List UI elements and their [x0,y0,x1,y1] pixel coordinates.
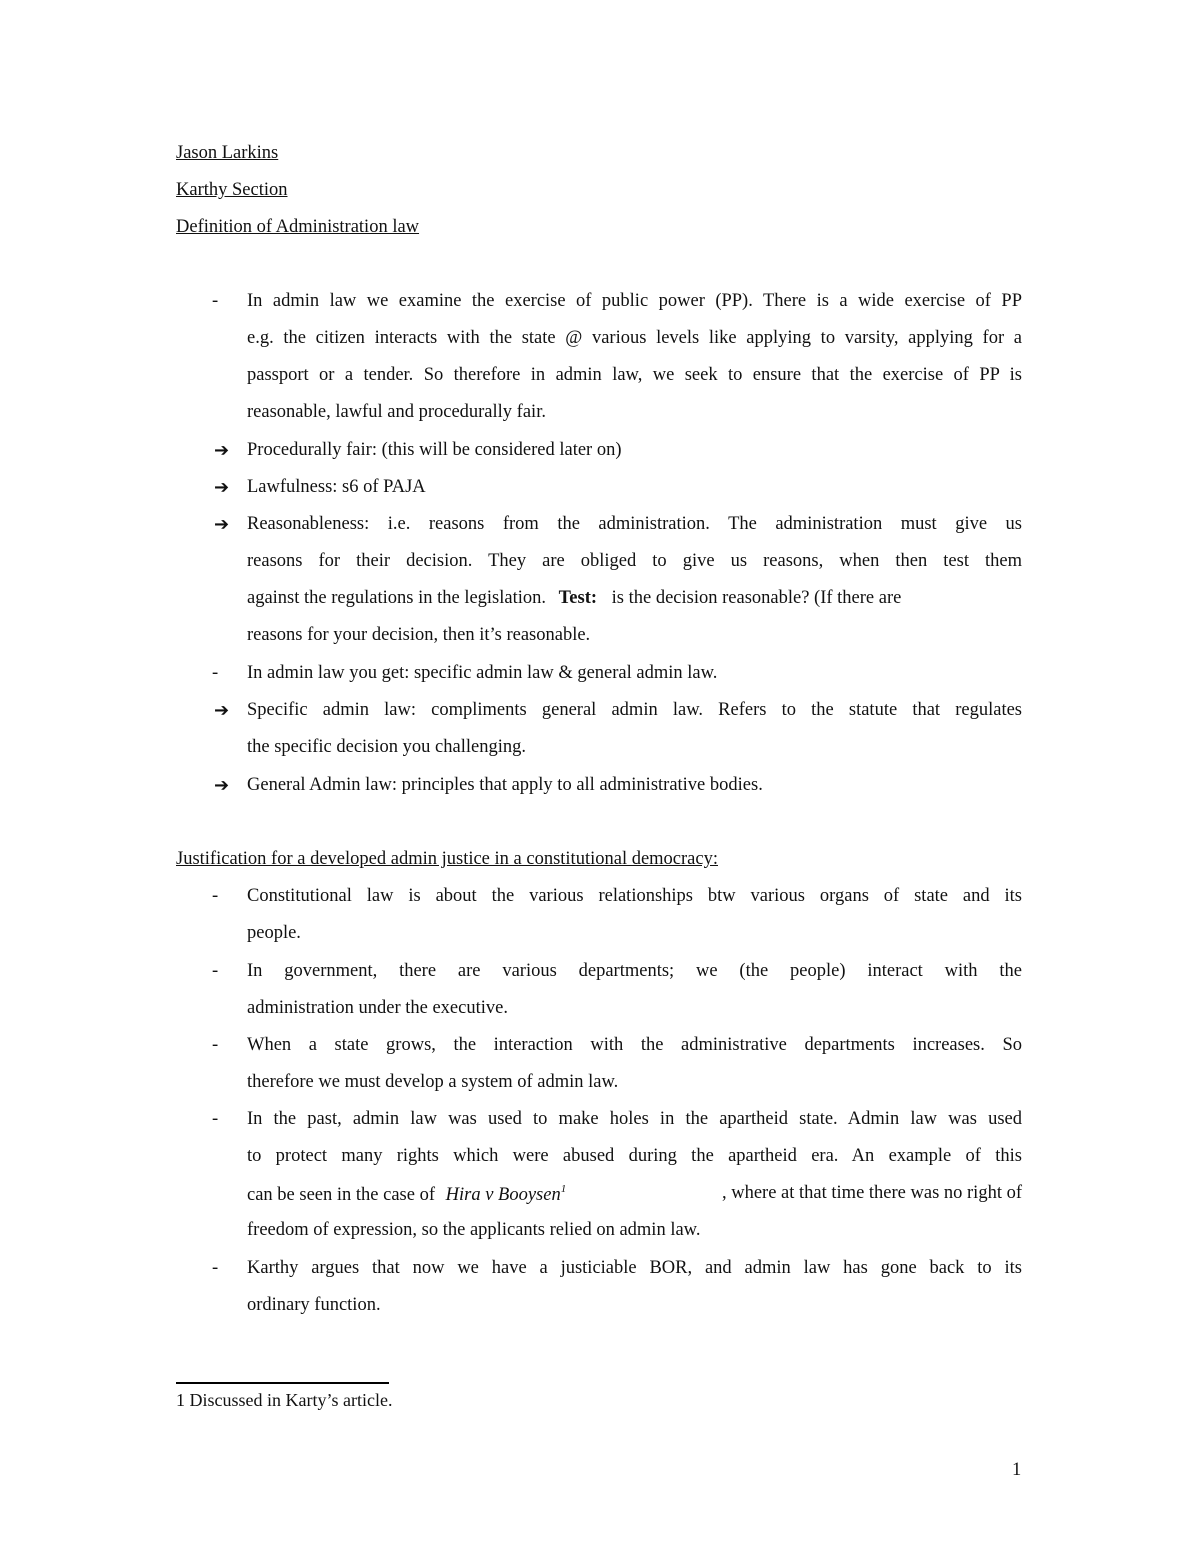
dash-bullet: - [212,886,219,906]
text-line: reasonable, lawful and procedurally fair. [247,402,546,422]
page-number: 1 [1012,1460,1022,1480]
text-line: In admin law we examine the exercise of public power (PP). There is a wide exercise of PP [247,291,1022,311]
justification-heading: Justification for a developed admin justice in a constitutional democracy: [176,849,718,869]
text-line: Lawfulness: s6 of PAJA [247,477,426,497]
author-name: Jason Larkins [176,143,279,163]
text-line: therefore we must develop a system of admin law. [247,1072,619,1092]
dash-bullet: - [212,1109,219,1129]
dash-bullet: - [212,663,219,683]
text-line: freedom of expression, so the applicants relied on admin law. [247,1220,701,1240]
text-line: to protect many rights which were abused during the apartheid era. An example of this [247,1146,1022,1166]
text-line: administration under the executive. [247,998,508,1018]
text-line: In government, there are various departments; we (the people) interact with the [247,961,1022,981]
case-name: Hira v Booysen [445,1185,561,1205]
text-segment: against the regulations in the legislation. [247,588,547,608]
text-line: Constitutional law is about the various relationships btw various organs of state and its [247,886,1022,906]
dash-bullet: - [212,1035,219,1055]
section-label: Karthy Section [176,180,288,200]
arrow-bullet-icon: ➔ [214,477,230,498]
text-segment: , where at that time there was no right of [721,1183,1022,1203]
text-line: passport or a tender. So therefore in admin law, we seek to ensure that the exercise of PP is [247,365,1022,385]
arrow-bullet-icon: ➔ [214,775,230,796]
text-line: In the past, admin law was used to make holes in the apartheid state. Admin law was used [247,1109,1022,1129]
text-segment: can be seen in the case of [247,1185,435,1205]
footnote: 1 Discussed in Karty’s article. [176,1390,393,1410]
test-label: Test: [558,588,598,608]
text-line: ordinary function. [247,1295,381,1315]
text-segment: is the decision reasonable? (If there are [611,588,902,608]
text-line: reasons for their decision. They are obliged to give us reasons, when then test them [247,551,1022,571]
arrow-bullet-icon: ➔ [214,440,230,461]
text-line: Specific admin law: compliments general admin law. Refers to the statute that regulates [247,700,1022,720]
footnote-separator [176,1382,389,1384]
text-line: In admin law you get: specific admin law & general admin law. [247,663,718,683]
text-line-with-test [247,588,901,609]
dash-bullet: - [212,291,219,311]
text-line: e.g. the citizen interacts with the state @ various levels like applying to varsity, applying for a [247,328,1022,348]
dash-bullet: - [212,961,219,981]
text-line: Karthy argues that now we have a justiciable BOR, and admin law has gone back to its [247,1258,1022,1278]
footnote-ref[interactable]: 1 [560,1183,567,1195]
text-line-with-case [247,1183,1022,1206]
text-line: When a state grows, the interaction with the administrative departments increases. So [247,1035,1022,1055]
text-line: reasons for your decision, then it’s reasonable. [247,625,591,645]
text-line: General Admin law: principles that apply to all administrative bodies. [247,775,763,795]
text-line: Reasonableness: i.e. reasons from the administration. The administration must give us [247,514,1022,534]
topic-heading: Definition of Administration law [176,217,420,237]
text-line: Procedurally fair: (this will be considered later on) [247,440,622,460]
text-line: people. [247,923,301,943]
text-line: the specific decision you challenging. [247,737,526,757]
arrow-bullet-icon: ➔ [214,700,230,721]
dash-bullet: - [212,1258,219,1278]
arrow-bullet-icon: ➔ [214,514,230,535]
